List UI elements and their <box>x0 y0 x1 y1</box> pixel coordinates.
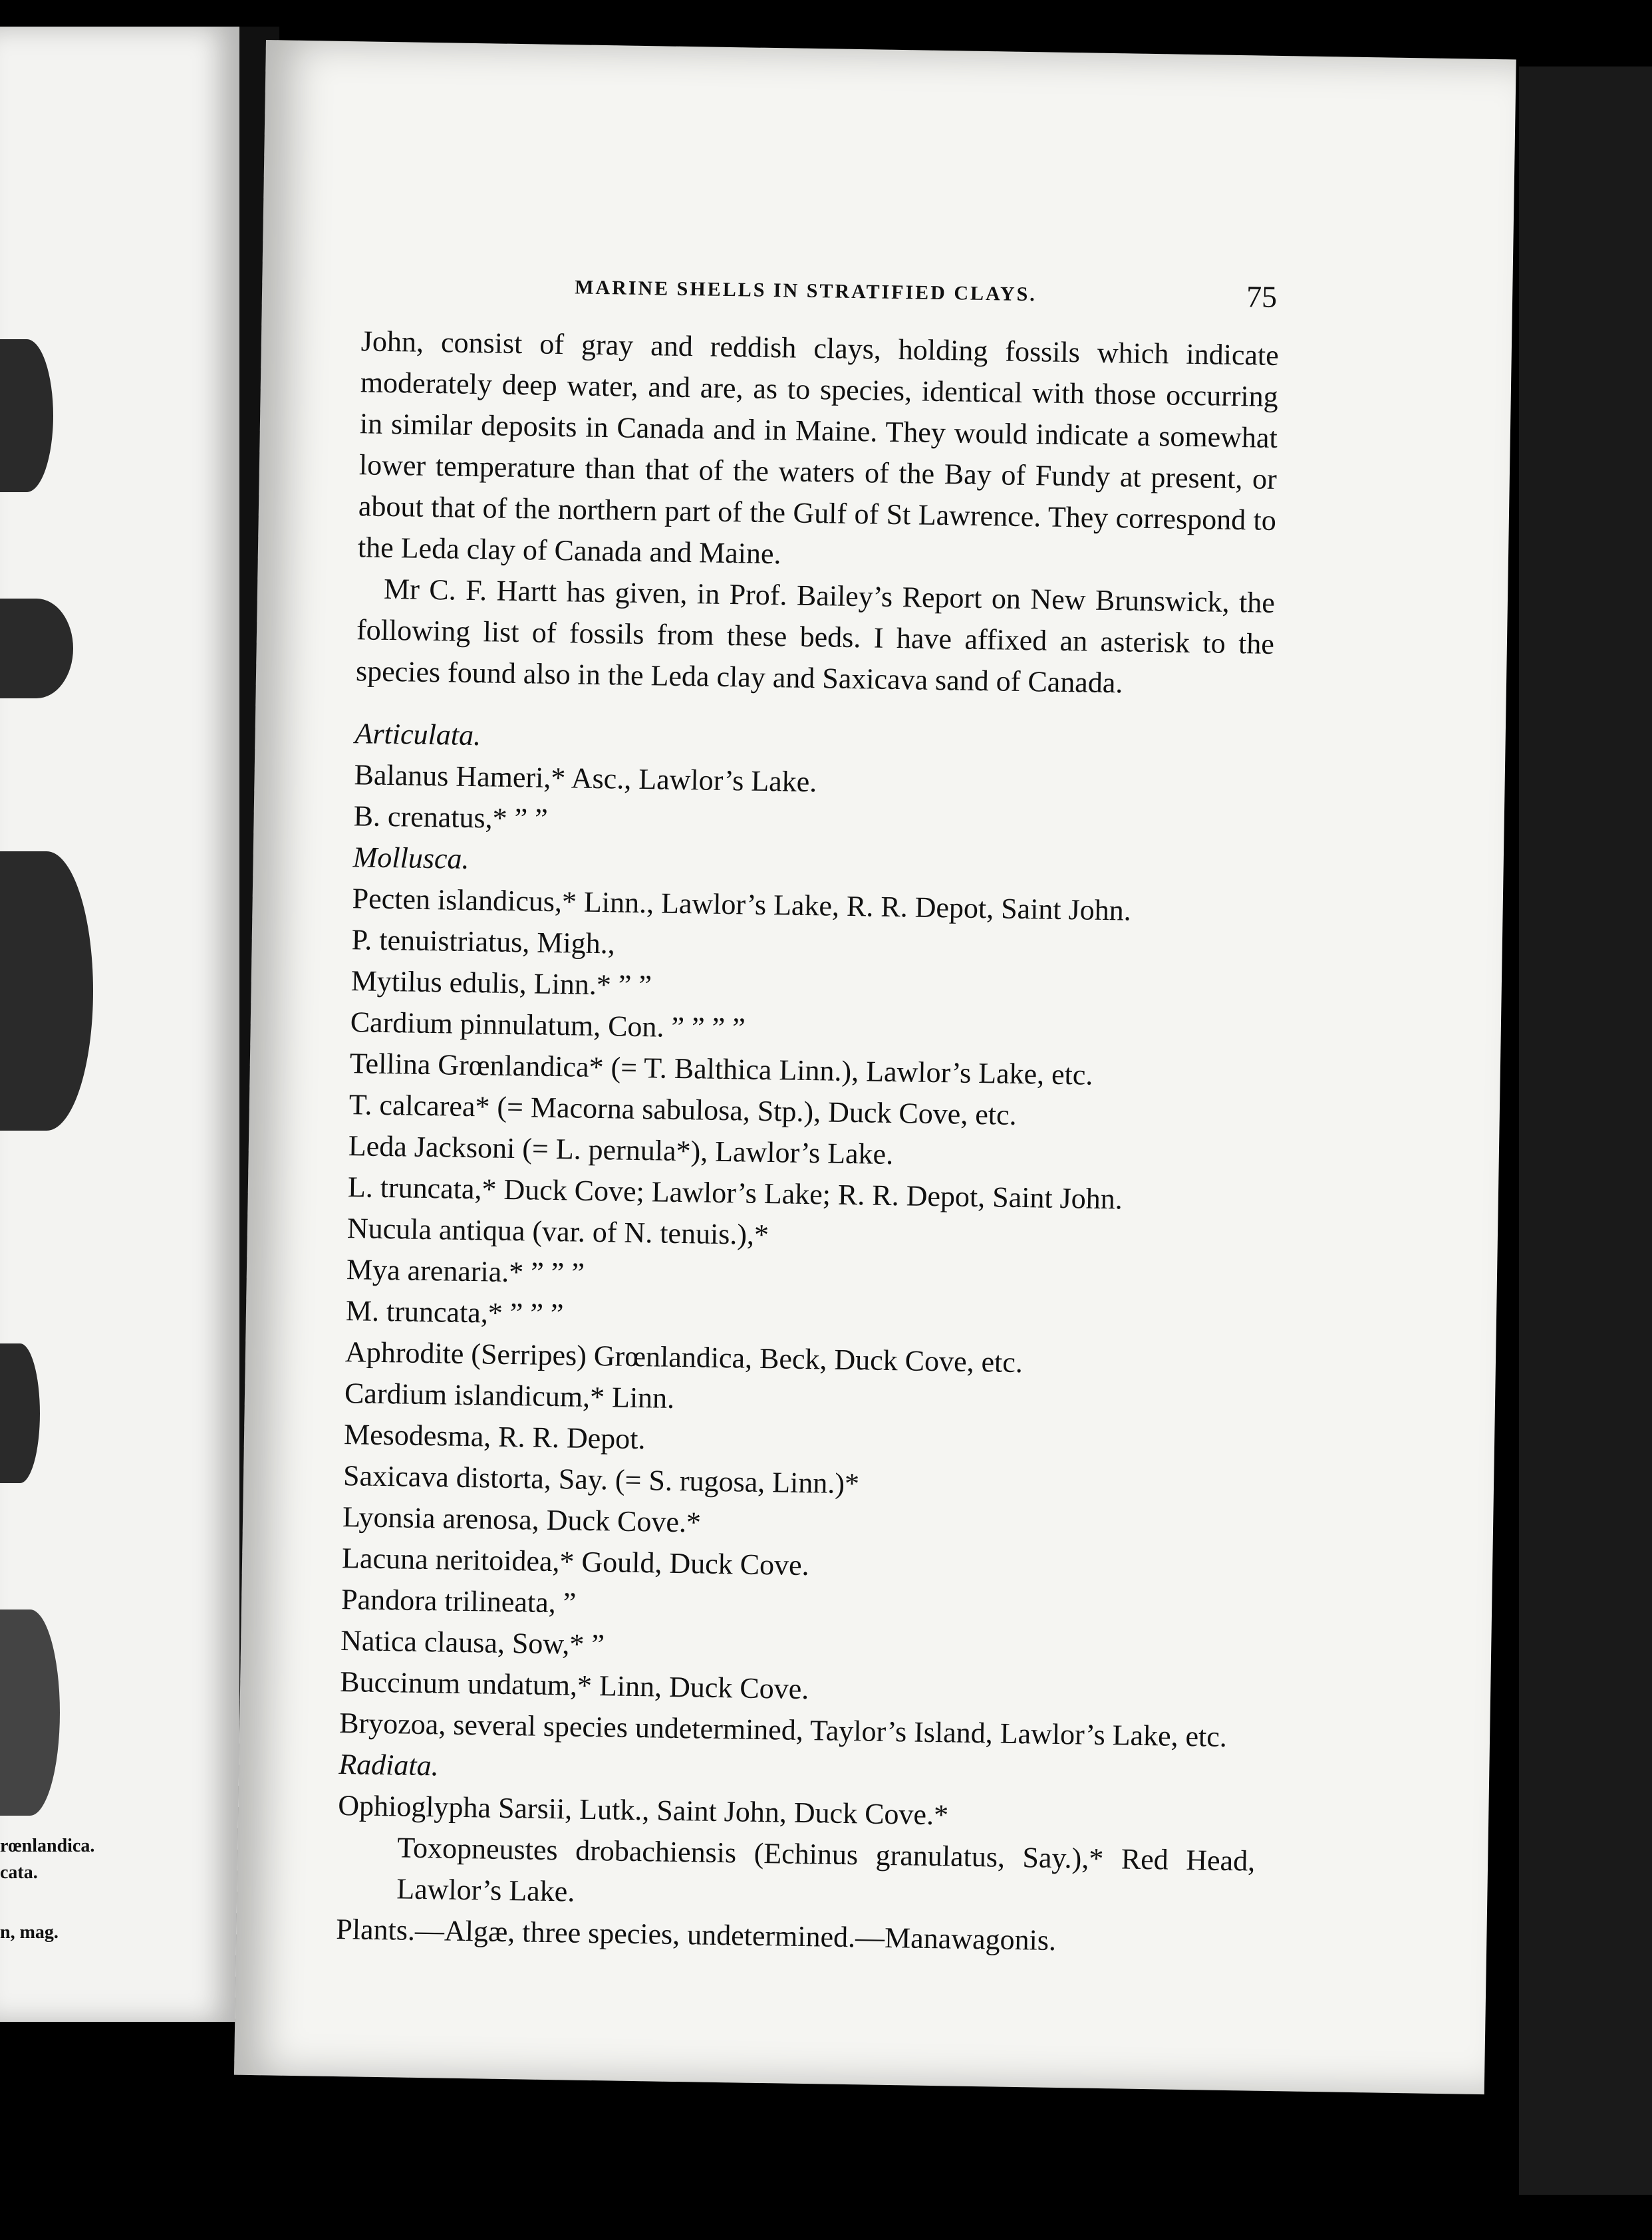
list-item: Pandora trilineata, ” <box>341 1583 577 1619</box>
list-item: Pecten islandicus,* Linn., Lawlor’s Lake, R. R. Depot, Saint John. <box>352 882 1132 927</box>
shell-illustration <box>0 599 73 698</box>
plate-caption: rœnlandica. <box>0 1836 95 1856</box>
book-page <box>234 40 1516 2094</box>
shell-illustration <box>0 851 93 1131</box>
paragraph: Mr C. F. Hartt has given, in Prof. Bailey’s Report on New Brunswick, the following list of fossils from these beds. I have affixed an asterisk to the species found also in the Leda clay and Saxicava sand of Canada. <box>355 572 1276 700</box>
fossil-list <box>336 713 1273 1964</box>
list-item: T. calcarea* (= Macorna sabulosa, Stp.), Duck Cove, etc. <box>348 1088 1017 1131</box>
group-heading: Articulata. <box>354 717 482 752</box>
page-number: 75 <box>1246 279 1278 314</box>
plate-caption: cata. <box>0 1862 38 1883</box>
list-item: Mya arenaria.* ” ” ” <box>346 1253 585 1290</box>
list-item: Tellina Grœnlandica* (= T. Balthica Linn.), Lawlor’s Lake, etc. <box>349 1047 1093 1091</box>
list-item: B. crenatus,* ” ” <box>353 799 549 835</box>
list-item: Toxopneustes drobachiensis (Echinus granulatus, Say.),* Red Head, Lawlor’s Lake. <box>396 1831 1256 1908</box>
list-item: Balanus Hameri,* Asc., Lawlor’s Lake. <box>354 758 817 799</box>
list-item: Aphrodite (Serripes) Grœnlandica, Beck, Duck Cove, etc. <box>344 1335 1024 1379</box>
list-item: Natica clausa, Sow,* ” <box>340 1624 605 1661</box>
list-item: L. truncata,* Duck Cove; Lawlor’s Lake; R. R. Depot, Saint John. <box>347 1171 1123 1216</box>
list-item: Mesodesma, R. R. Depot. <box>343 1418 646 1456</box>
list-item: Lacuna neritoidea,* Gould, Duck Cove. <box>341 1542 810 1582</box>
list-item: Nucula antiqua (var. of N. tenuis.),* <box>346 1212 769 1252</box>
book-edge <box>1519 67 1652 2195</box>
facing-plate-page <box>0 27 243 2022</box>
shell-illustration <box>0 1610 60 1816</box>
plate-caption: n, mag. <box>0 1922 59 1943</box>
list-item: M. truncata,* ” ” ” <box>345 1294 564 1331</box>
list-item: P. tenuistriatus, Migh., <box>351 923 616 960</box>
list-item: Buccinum undatum,* Linn, Duck Cove. <box>339 1665 809 1706</box>
list-item: Leda Jacksoni (= L. pernula*), Lawlor’s Lake. <box>348 1129 894 1171</box>
group-heading: Radiata. <box>338 1748 439 1782</box>
group-entry-bryozoa: Bryozoa, several species undetermined, Taylor’s Island, Lawlor’s Lake, etc. <box>339 1707 1228 1754</box>
paragraph: John, consist of gray and reddish clays, holding fossils which indicate moderately deep water, and are, as to species, identical with those occurring in similar deposits in Canada and in Maine. They would indicate a somewhat lower temperature than that of the waters of the Bay of Fundy at present, or about that of the northern part of the Gulf of St Lawrence. They correspond to the Leda clay of Canada and Maine. <box>357 325 1280 571</box>
shell-illustration <box>0 339 53 492</box>
page-body <box>336 321 1279 1964</box>
running-title: MARINE SHELLS IN STRATIFIED CLAYS. <box>574 276 1037 306</box>
list-item: Cardium pinnulatum, Con. ” ” ” ” <box>350 1006 746 1045</box>
list-item: Ophioglypha Sarsii, Lutk., Saint John, Duck Cove.* <box>337 1789 949 1832</box>
list-item: Cardium islandicum,* Linn. <box>344 1377 675 1415</box>
list-item: Mytilus edulis, Linn.* ” ” <box>350 964 652 1002</box>
group-heading: Mollusca. <box>352 841 470 875</box>
group-entry-plants: Plants.—Algæ, three species, undetermined.—Manawagonis. <box>336 1913 1057 1957</box>
list-item: Lyonsia arenosa, Duck Cove.* <box>342 1500 702 1539</box>
list-item: Saxicava distorta, Say. (= S. rugosa, Linn.)* <box>343 1459 860 1500</box>
shell-illustration <box>0 1343 40 1483</box>
